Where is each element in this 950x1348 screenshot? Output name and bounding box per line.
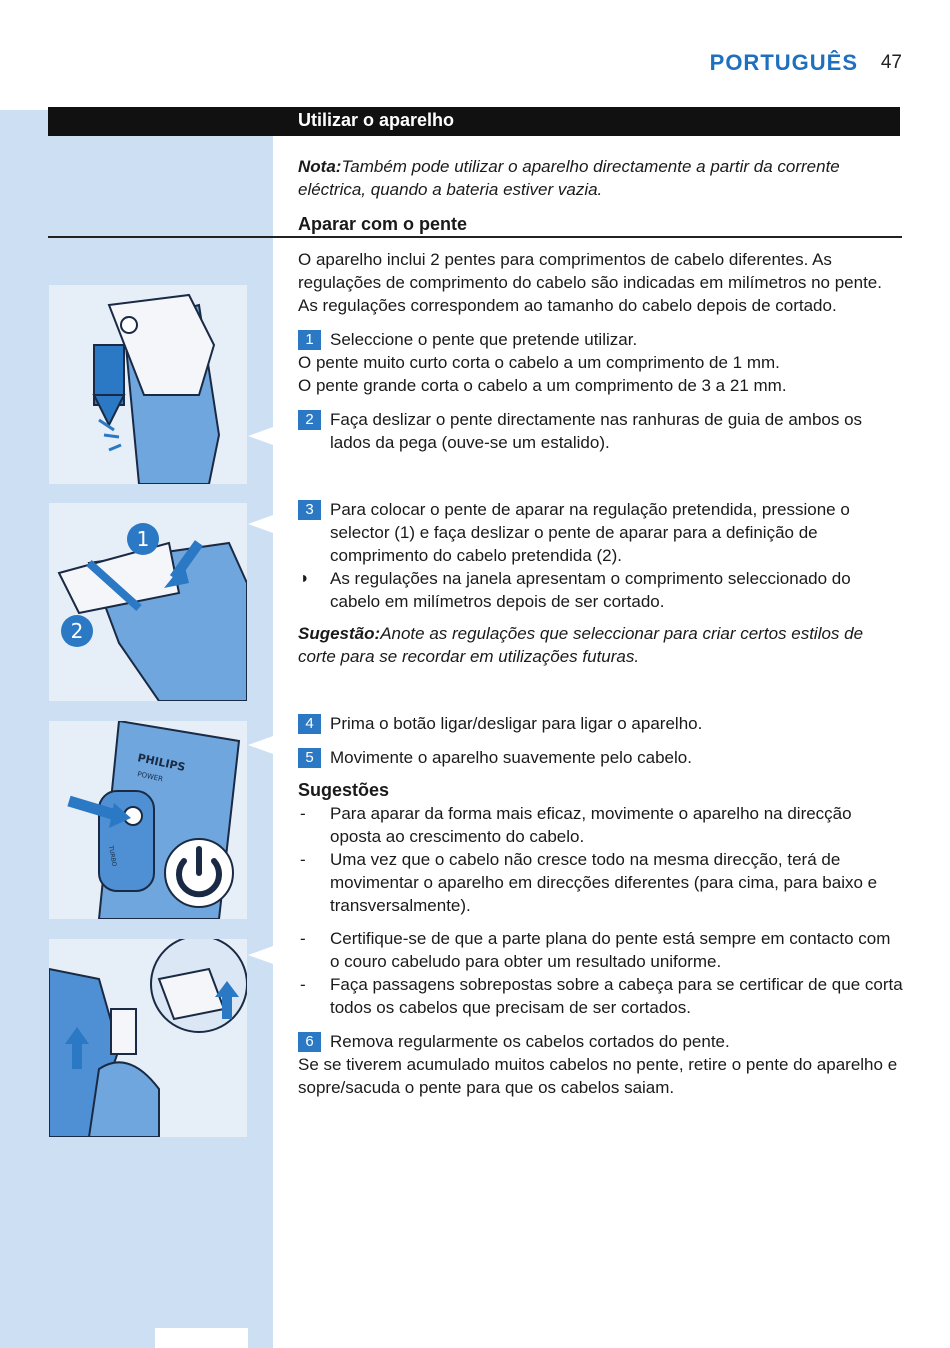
tip-item (298, 973, 903, 1019)
step1-detail-2: O pente grande corta o cabelo a um comprimento de 3 a 21 mm. (298, 376, 787, 395)
brand-label: PHILIPS (136, 751, 187, 775)
tip-item (298, 802, 903, 848)
result-text: As regulações na janela apresentam o comprimento seleccionado do cabelo em milímetros depois de ser cortado. (330, 569, 851, 611)
illustration-selector (49, 503, 247, 701)
step-5 (298, 746, 903, 769)
step-number: 5 (298, 748, 321, 768)
step-text: Prima o botão ligar/desligar para ligar o aparelho. (330, 714, 703, 733)
step-2 (298, 408, 903, 454)
step-text: Remova regularmente os cabelos cortados do pente. (330, 1032, 730, 1051)
tip-paragraph (298, 622, 903, 668)
note-label: Nota: (298, 157, 342, 176)
tip-item-text: Para aparar da forma mais eficaz, movimente o aparelho na direcção oposta ao crescimento do cabelo. (330, 804, 852, 846)
figure-label-1: 1 (136, 527, 150, 551)
step-number: 4 (298, 714, 321, 734)
tip-item-text: Uma vez que o cabelo não cresce todo na mesma direcção, terá de movimentar o aparelho em direcções diferentes (para cima, para baixo e transversalmente). (330, 850, 878, 915)
step-text: Para colocar o pente de aparar na regulação pretendida, pressione o selector (1) e faça deslizar o pente de aparar para a definição de comprimento do cabelo pretendida (2). (330, 500, 850, 565)
tip-text: Anote as regulações que seleccionar para criar certos estilos de corte para se recordar em utilizações futuras. (298, 624, 864, 666)
power-label: POWER (136, 770, 164, 784)
step-number: 1 (298, 330, 321, 350)
step1-detail-1: O pente muito curto corta o cabelo a um comprimento de 1 mm. (298, 353, 780, 372)
step-number: 2 (298, 410, 321, 430)
tip-label: Sugestão: (298, 624, 381, 643)
tip-item (298, 848, 903, 917)
dash-marker: - (300, 929, 306, 948)
step-3 (298, 498, 903, 567)
illustration-trimming-hair (49, 939, 247, 1137)
step6-detail: Se se tiverem acumulado muitos cabelos no pente, retire o pente do aparelho e sopre/sacuda o pente para que os cabelos saiam. (298, 1055, 898, 1097)
step-6 (298, 1030, 903, 1053)
illustration-power-button (49, 721, 247, 919)
main-content (298, 155, 903, 1099)
tips-heading: Sugestões (298, 780, 390, 800)
pointer-notch (248, 515, 273, 533)
step-1 (298, 328, 903, 351)
intro-paragraph: O aparelho inclui 2 pentes para comprimentos de cabelo diferentes. As regulações de comprimento do cabelo são indicadas em milímetros no pente. As regulações correspondem ao tamanho do cabelo depois de cortado. (298, 250, 882, 315)
dash-marker: - (300, 804, 306, 823)
step-number: 6 (298, 1032, 321, 1052)
dash-marker: - (300, 850, 306, 869)
tip-item (298, 927, 903, 973)
sidebar-footer-block (155, 1328, 248, 1348)
header-language: PORTUGUÊS (709, 50, 858, 75)
turbo-label: TURBO (107, 845, 118, 867)
step-text: Seleccione o pente que pretende utilizar. (330, 330, 638, 349)
tip-item-text: Faça passagens sobrepostas sobre a cabeça para se certificar de que corta todos os cabelos que precisam de ser cortados. (330, 975, 903, 1017)
tip-item-text: Certifique-se de que a parte plana do pente está sempre em contacto com o couro cabeludo para obter um resultado uniforme. (330, 929, 891, 971)
subheading-trim-comb: Aparar com o pente (298, 214, 468, 234)
pointer-notch (248, 427, 273, 445)
page-number: 47 (880, 52, 902, 73)
step-number: 3 (298, 500, 321, 520)
step-4 (298, 712, 903, 735)
result-bullet-icon: ◗ (300, 570, 310, 587)
step-3-result (298, 567, 903, 613)
note-text: Também pode utilizar o aparelho directamente a partir da corrente eléctrica, quando a bateria estiver vazia. (298, 157, 840, 199)
section-title-bar (48, 107, 900, 136)
note-paragraph (298, 155, 903, 201)
step-text: Movimente o aparelho suavemente pelo cabelo. (330, 748, 692, 767)
dash-marker: - (300, 975, 306, 994)
step-text: Faça deslizar o pente directamente nas ranhuras de guia de ambos os lados da pega (ouve-se um estalido). (330, 410, 863, 452)
figure-label-2: 2 (70, 619, 84, 643)
illustration-attach-comb (49, 285, 247, 484)
section-title: Utilizar o aparelho (298, 110, 455, 130)
pointer-notch (248, 946, 273, 964)
pointer-notch (248, 736, 273, 754)
